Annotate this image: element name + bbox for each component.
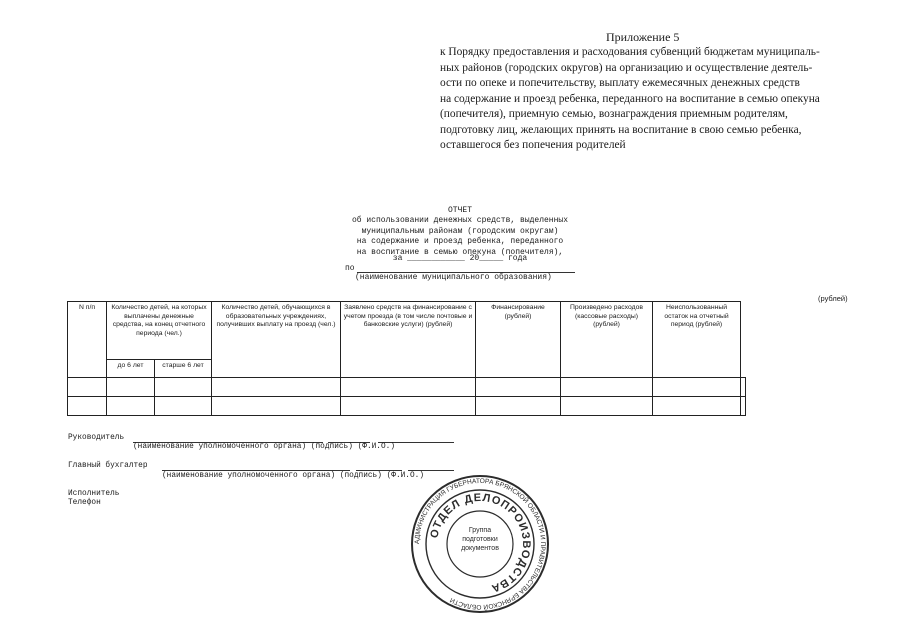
accountant-hint: (наименование уполномоченного органа) (подпись) (Ф.И.О.) — [162, 472, 425, 480]
header-financing: Финансирование (рублей) — [476, 302, 561, 378]
stamp-center — [452, 526, 508, 562]
accountant-organ-line — [162, 470, 350, 471]
table-cell — [68, 378, 107, 397]
official-stamp — [410, 474, 550, 614]
head-label: Руководитель — [68, 434, 125, 442]
table-cell — [212, 397, 341, 416]
header-unused: Неиспользованный остаток на отчетный период (рублей) — [653, 302, 741, 378]
table-cell — [341, 378, 476, 397]
report-title-line: на воспитание в семью опекуна (попечителя), — [356, 247, 564, 257]
header-over-6: старше 6 лет — [155, 360, 212, 378]
report-title-line: ОТЧЕТ — [447, 206, 472, 215]
executor-label: Исполнитель — [68, 490, 120, 498]
report-table — [67, 301, 746, 416]
header-expenses: Произведено расходов (кассовые расходы) (рублей) — [561, 302, 653, 378]
table-cell — [561, 378, 653, 397]
municipality-field-hint: (наименование муниципального образования) — [355, 273, 552, 282]
table-cell — [155, 397, 212, 416]
appendix-line: оставшегося без попечения родителей — [440, 139, 626, 151]
appendix-line: на содержание и проезд ребенка, переданного на воспитание в семью опекуна — [440, 92, 820, 105]
report-po-label: по — [345, 264, 355, 273]
report-title-line: муниципальным районам (городским округам) — [361, 226, 559, 236]
stamp-center-text: Группа подготовки документов — [461, 527, 499, 552]
table-cell — [341, 397, 476, 416]
table-cell — [653, 397, 741, 416]
appendix-line: к Порядку предоставления и расходования субвенций бюджетам муниципаль- — [440, 46, 820, 58]
report-title — [300, 206, 620, 258]
header-children-count: Количество детей, на которых выплачены денежные средства, на конец отчетного периода (чел.) — [107, 302, 212, 360]
table-row — [68, 397, 746, 416]
table-cell — [212, 378, 341, 397]
appendix-line: (попечителя), приемную семью, вознаграждения приемным родителям, — [440, 108, 788, 120]
accountant-label: Главный бухгалтер — [68, 462, 148, 470]
report-period: за ____________ 20_____ года — [392, 254, 528, 263]
appendix-line: ных районов (городских округов) на организацию и осуществление деятель- — [440, 61, 813, 74]
accountant-sign-line — [356, 470, 402, 471]
table-header-row — [68, 302, 746, 360]
head-hint: (наименование уполномоченного органа) (подпись) (Ф.И.О.) — [133, 443, 396, 451]
table-cell — [68, 397, 107, 416]
header-num: N п/п — [68, 302, 107, 378]
appendix-text — [440, 45, 880, 154]
header-students: Количество детей, обучающихся в образовательных учреждениях, получивших выплату на проезд (чел.) — [212, 302, 341, 378]
stamp-outer-text: АДМИНИСТРАЦИЯ ГУБЕРНАТОРА БРЯНСКОЙ ОБЛАСТИ И ПРАВИТЕЛЬСТВА БРЯНСКОЙ ОБЛАСТИ — [413, 477, 547, 611]
units-label: (рублей) — [818, 294, 848, 303]
phone-label: Телефон — [68, 499, 101, 507]
stamp-ring-text: ОТДЕЛ ДЕЛОПРОИЗВОДСТВА — [428, 491, 533, 595]
report-title-line: об использовании денежных средств, выделенных — [351, 216, 569, 226]
table-cell — [107, 397, 155, 416]
table-cell — [107, 378, 155, 397]
appendix-line: ости по опеке и попечительству, выплату ежемесячных денежных средств — [440, 77, 800, 89]
table-cell — [741, 378, 746, 397]
table-cell — [155, 378, 212, 397]
appendix-title: Приложение 5 — [606, 30, 680, 44]
appendix-line: подготовку лиц, желающих принять на воспитание в свою семью ребенка, — [440, 123, 802, 136]
table-cell — [476, 397, 561, 416]
table-cell — [561, 397, 653, 416]
header-under-6: до 6 лет — [107, 360, 155, 378]
table-cell — [741, 397, 746, 416]
table-row — [68, 378, 746, 397]
report-title-line: на содержание и проезд ребенка, переданного — [356, 237, 564, 247]
accountant-name-line — [408, 470, 454, 471]
header-declared: Заявлено средств на финансирование с учетом проезда (в том числе почтовые и банковские услуги) (рублей) — [341, 302, 476, 378]
table-cell — [653, 378, 741, 397]
table-cell — [476, 378, 561, 397]
